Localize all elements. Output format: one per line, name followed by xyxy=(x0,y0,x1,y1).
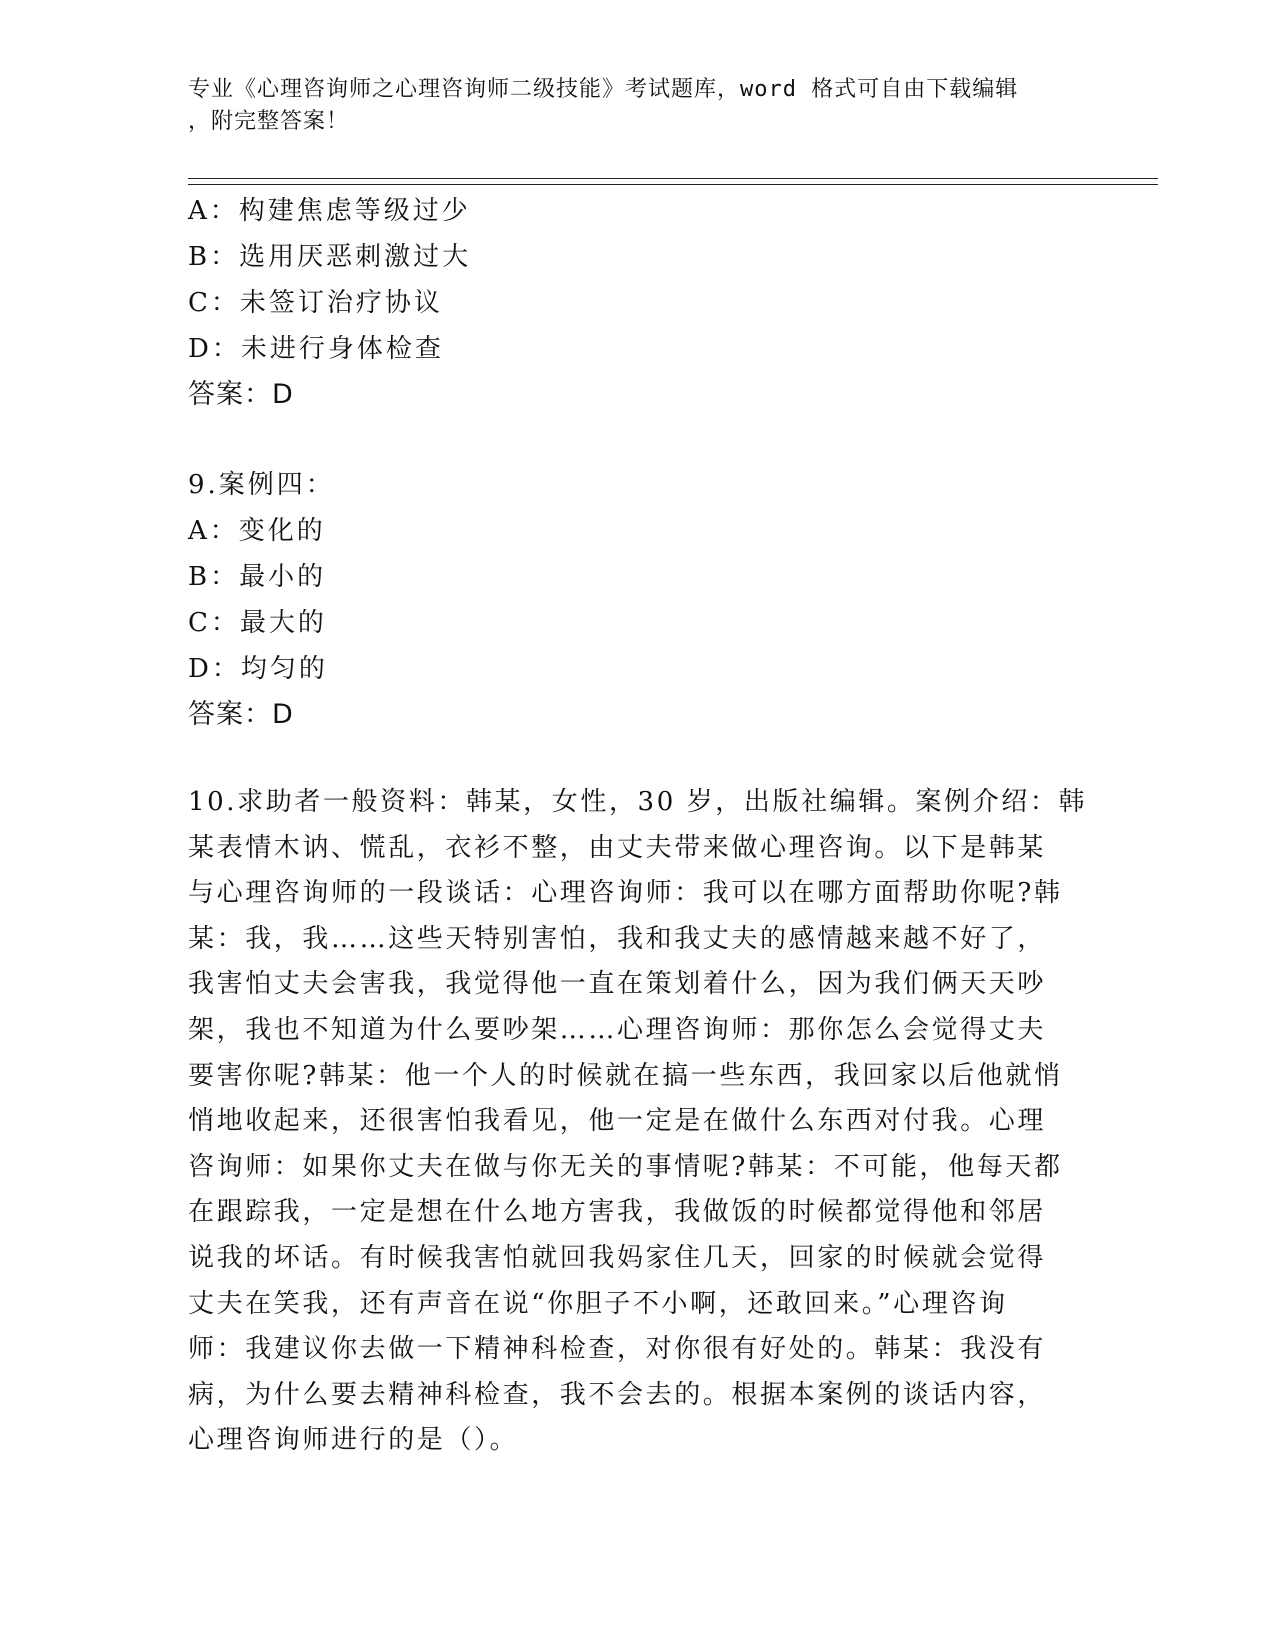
document-header xyxy=(188,74,1068,138)
question-9-block xyxy=(188,462,1088,738)
question-text-line: 丈夫在笑我，还有声音在说“你胆子不小啊，还敢回来。”心理咨询 xyxy=(188,1288,1008,1319)
question-text-line: 某表情木讷、慌乱，衣衫不整，由丈夫带来做心理咨询。以下是韩某 xyxy=(188,832,1047,863)
option-a: A：变化的 xyxy=(188,516,326,546)
question-text-line: 10.求助者一般资料：韩某，女性，30 岁，出版社编辑。案例介绍：韩 xyxy=(188,787,1088,817)
question-text-line: 在跟踪我，一定是想在什么地方害我，我做饭的时候都觉得他和邻居 xyxy=(188,1197,1047,1228)
question-text-line: 悄地收起来，还很害怕我看见，他一定是在做什么东西对付我。心理 xyxy=(188,1106,1047,1137)
option-c: C：未签订治疗协议 xyxy=(188,288,443,318)
header-line-1: 专业《心理咨询师之心理咨询师二级技能》考试题库，word 格式可自由下载编辑 xyxy=(188,77,1019,102)
question-title: 9.案例四： xyxy=(188,470,335,500)
header-line-2: ，附完整答案！ xyxy=(188,109,350,134)
question-text-line: 师：我建议你去做一下精神科检查，对你很有好处的。韩某：我没有 xyxy=(188,1334,1047,1365)
option-b: B：最小的 xyxy=(188,562,327,592)
answer: 答案：D xyxy=(188,379,294,410)
question-text-line: 咨询师：如果你丈夫在做与你无关的事情呢?韩某：不可能，他每天都 xyxy=(188,1151,1063,1182)
question-text-line: 架，我也不知道为什么要吵架……心理咨询师：那你怎么会觉得丈夫 xyxy=(188,1014,1047,1045)
option-a: A：构建焦虑等级过少 xyxy=(188,196,471,226)
header-divider-top xyxy=(188,178,1158,179)
question-10-block xyxy=(188,780,1088,1464)
option-d: D：未进行身体检查 xyxy=(188,334,444,364)
option-b: B：选用厌恶刺激过大 xyxy=(188,242,472,272)
answer: 答案：D xyxy=(188,699,294,730)
question-text-line: 心理咨询师进行的是（）。 xyxy=(188,1425,519,1456)
question-text-line: 病，为什么要去精神科检查，我不会去的。根据本案例的谈话内容， xyxy=(188,1379,1047,1410)
option-d: D：均匀的 xyxy=(188,654,328,684)
question-text-line: 某：我，我……这些天特别害怕，我和我丈夫的感情越来越不好了， xyxy=(188,923,1047,954)
question-text-line: 要害你呢?韩某：他一个人的时候就在搞一些东西，我回家以后他就悄 xyxy=(188,1060,1063,1091)
question-text-line: 我害怕丈夫会害我，我觉得他一直在策划着什么，因为我们俩天天吵 xyxy=(188,969,1047,1000)
option-c: C：最大的 xyxy=(188,608,327,638)
header-divider-bottom xyxy=(188,184,1158,185)
question-8-block xyxy=(188,188,1088,418)
question-text-line: 与心理咨询师的一段谈话：心理咨询师：我可以在哪方面帮助你呢?韩 xyxy=(188,878,1063,909)
question-text-line: 说我的坏话。有时候我害怕就回我妈家住几天，回家的时候就会觉得 xyxy=(188,1242,1047,1273)
